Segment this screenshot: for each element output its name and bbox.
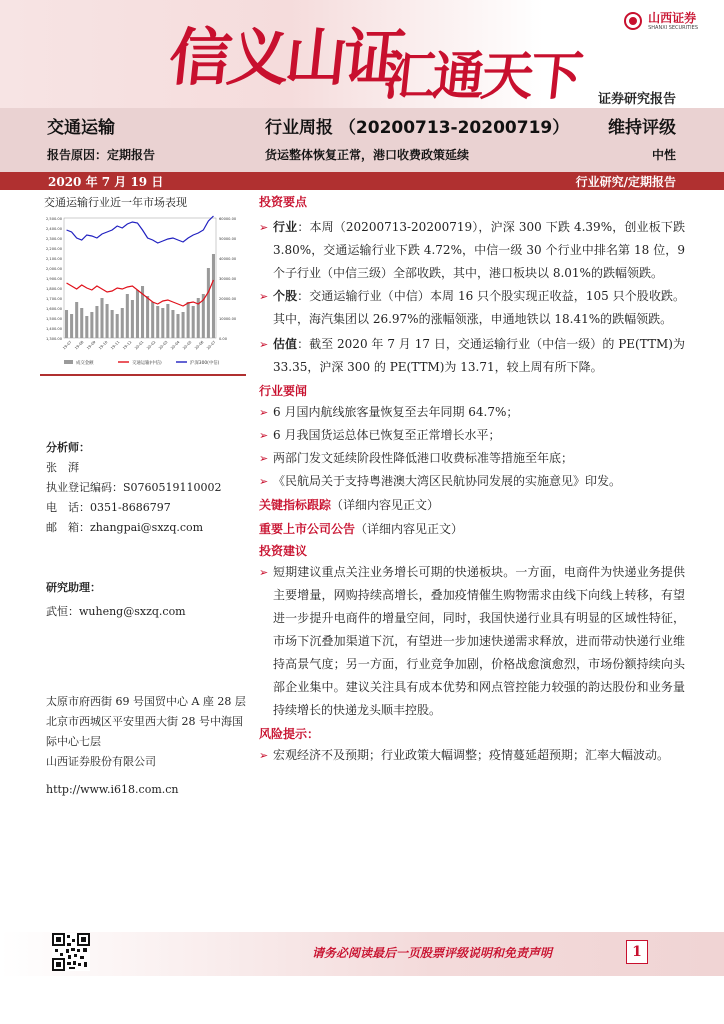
- analyst-name: 张 湃: [46, 461, 79, 474]
- y-right-tick: 30000.00: [219, 277, 237, 281]
- report-category: 行业研究/定期报告: [575, 175, 676, 189]
- analyst-email[interactable]: 邮 箱：zhangpai@sxzq.com: [46, 521, 204, 534]
- y-left-tick: 1,500.00: [45, 317, 62, 321]
- company-note: （详细内容见正文）: [355, 522, 464, 536]
- news-text: 6 月国内航线旅客量恢复至去年同期 64.7%；: [273, 405, 519, 419]
- footer-disclaimer: 请务必阅读最后一页股票评级说明和免责声明: [312, 946, 553, 960]
- volume-bar: [65, 310, 68, 338]
- report-subtitle: 货运整体恢复正常，港口收费政策延续: [265, 148, 470, 162]
- logo-cn-text: 山西证券: [648, 10, 697, 25]
- arrow-icon: ➢: [259, 475, 269, 488]
- analyst-cert: 执业登记编码：S0760519110002: [46, 481, 222, 494]
- analyst-phone: 电 话：0351-8686797: [46, 501, 171, 514]
- y-right-tick: 60000.00: [219, 217, 237, 221]
- bullet-text: ：本周（20200713-20200719），沪深 300 下跌 4.39%，创业板下跌 3.80%，交通运输行业下跌 4.72%，中信一级 30 个行业中排名第 18 位，9 个子行业（中信三级）全部收跌，其中，港口板块以 8.01%的跌幅领跌。: [273, 220, 685, 280]
- invest-heading: 投资要点: [259, 195, 308, 209]
- volume-bar: [95, 306, 98, 338]
- volume-bar: [187, 302, 190, 338]
- rating-value: 中性: [651, 148, 676, 162]
- x-tick: 20-03: [158, 340, 169, 351]
- report-title: 行业周报 （20200713-20200719）: [265, 118, 570, 138]
- page-number: 1: [626, 940, 648, 964]
- company-heading-text: 重要上市公司公告: [259, 522, 356, 536]
- volume-bar: [75, 302, 78, 338]
- volume-bar: [212, 254, 215, 338]
- industry-name: 交通运输: [47, 118, 115, 138]
- y-left-tick: 1,400.00: [45, 327, 62, 331]
- analyst-heading: 分析师：: [46, 441, 90, 454]
- news-item: [259, 447, 685, 470]
- y-left-tick: 2,100.00: [45, 257, 62, 261]
- legend-swatch: [64, 360, 73, 364]
- rating-label: 维持评级: [608, 118, 676, 138]
- news-item: [259, 401, 685, 424]
- news-text: 《民航局关于支持粤港澳大湾区民航协同发展的实施意见》印发。: [273, 474, 622, 488]
- company-name: 山西证券股份有限公司: [46, 755, 156, 768]
- x-tick: 20-05: [182, 340, 193, 351]
- report-date: 2020 年 7 月 19 日: [48, 175, 164, 189]
- y-left-tick: 2,000.00: [45, 267, 62, 271]
- news-text: 6 月我国货运总体已恢复至正常增长水平；: [273, 428, 501, 442]
- y-left-tick: 2,400.00: [45, 227, 62, 231]
- legend-label: 交通运输(中信): [132, 361, 162, 366]
- chart-divider: [40, 374, 246, 376]
- y-left-tick: 1,600.00: [45, 307, 62, 311]
- risk-text: 宏观经济不及预期；行业政策大幅调整；疫情蔓延超预期；汇率大幅波动。: [273, 748, 670, 762]
- volume-bar: [90, 312, 93, 338]
- address-beijing: 北京市西城区平安里西大街 28 号中海国际中心七层: [46, 715, 243, 748]
- volume-bar: [161, 308, 164, 338]
- analyst-block: [46, 438, 222, 538]
- news-text: 两部门发文延续阶段性降低港口收费标准等措施至年底；: [273, 451, 574, 465]
- arrow-icon: ➢: [259, 338, 269, 351]
- arrow-icon: ➢: [259, 452, 269, 465]
- arrow-icon: ➢: [259, 221, 269, 234]
- address-block: [46, 692, 246, 800]
- risk-heading: 风险提示：: [259, 727, 320, 741]
- volume-bar: [100, 298, 103, 338]
- advice-text: 短期建议重点关注业务增长可期的快递板块。一方面，电商件为快递业务提供主要增量，网购持续高增长，叠加疫情催生购物需求由线下向线上转移，有望进一步提升电商件的增量空间，同时，我国快递行业具有明显的区域性特征，市场下沉叠加渠道下沉，有望进一步加速快递需求释放，进而带动快递行业维持高景气度；另一方面，行业竞争加剧，价格战愈演愈烈，市场份额持续向头部企业集中。建议关注具有成本优势和网点管控能力较强的韵达股份和业务量持续增长的快递龙头顺丰控股。: [273, 565, 685, 717]
- chart-svg: [40, 212, 248, 372]
- volume-bar: [166, 304, 169, 338]
- volume-bar: [80, 308, 83, 338]
- x-tick: 19-10: [98, 340, 109, 351]
- news-item: [259, 424, 685, 447]
- y-right-tick: 50000.00: [219, 237, 237, 241]
- logo-mark-icon: [624, 12, 642, 30]
- advice-heading: 投资建议: [259, 544, 308, 558]
- x-tick: 20-01: [134, 340, 145, 351]
- y-left-tick: 2,200.00: [45, 247, 62, 251]
- kpi-heading: [259, 495, 685, 515]
- assistant-contact[interactable]: 武恒：wuheng@sxzq.com: [46, 605, 186, 618]
- volume-bar: [121, 308, 124, 338]
- volume-bar: [70, 314, 73, 338]
- y-left-tick: 2,500.00: [45, 217, 62, 221]
- volume-bar: [176, 314, 179, 338]
- x-tick: 19-12: [122, 340, 133, 351]
- report-type: 证券研究报告: [597, 92, 676, 107]
- x-tick: 19-09: [86, 340, 97, 351]
- risk-paragraph: [259, 744, 685, 767]
- bullet-text: ：截至 2020 年 7 月 17 日，交通运输行业（中信一级）的 PE(TTM)为 33.35，沪深 300 的 PE(TTM)为 13.71，较上周有所下降。: [273, 337, 685, 374]
- legend-label: 沪深300(中信): [190, 361, 220, 366]
- x-tick: 20-02: [146, 340, 157, 351]
- bullet-valuation: [259, 333, 685, 379]
- bullet-label: 估值: [273, 337, 298, 351]
- company-logo: [624, 8, 698, 34]
- x-tick: 20-07: [206, 340, 217, 351]
- kpi-heading-text: 关键指标跟踪: [259, 498, 332, 512]
- slogan-part-1: 信义山证: [165, 21, 406, 94]
- arrow-icon: ➢: [259, 406, 269, 419]
- report-reason: 报告原因：定期报告: [47, 148, 156, 162]
- y-right-tick: 0.00: [219, 337, 228, 341]
- volume-bar: [126, 294, 129, 338]
- advice-paragraph: [259, 561, 685, 722]
- logo-en-text: SHANXI SECURITIES: [648, 24, 698, 31]
- assistant-heading: 研究助理：: [46, 581, 101, 594]
- y-left-tick: 1,700.00: [45, 297, 62, 301]
- y-right-tick: 20000.00: [219, 297, 237, 301]
- arrow-icon: ➢: [259, 429, 269, 442]
- assistant-block: [46, 578, 186, 622]
- bullet-industry: [259, 216, 685, 285]
- y-left-tick: 1,900.00: [45, 277, 62, 281]
- volume-bar: [151, 302, 154, 338]
- volume-bar: [106, 304, 109, 338]
- arrow-icon: ➢: [259, 566, 269, 579]
- volume-bar: [171, 310, 174, 338]
- address-taiyuan: 太原市府西街 69 号国贸中心 A 座 28 层: [46, 695, 246, 708]
- x-tick: 20-04: [170, 340, 181, 351]
- y-right-tick: 40000.00: [219, 257, 237, 261]
- header-banner: [0, 0, 724, 110]
- y-left-tick: 1,300.00: [45, 337, 62, 341]
- x-tick: 19-08: [74, 340, 85, 351]
- volume-bar: [131, 300, 134, 338]
- market-chart: [40, 212, 248, 372]
- bullet-text: ：交通运输行业（中信）本周 16 只个股实现正收益，105 只个股收跌。其中，海汽集团以 26.97%的涨幅领涨，申通地铁以 18.41%的跌幅领跌。: [273, 289, 685, 326]
- arrow-icon: ➢: [259, 290, 269, 303]
- y-left-tick: 2,300.00: [45, 237, 62, 241]
- volume-bar: [156, 306, 159, 338]
- volume-bar: [85, 316, 88, 338]
- news-heading: 行业要闻: [259, 384, 308, 398]
- bullet-stocks: [259, 285, 685, 331]
- kpi-note: （详细内容见正文）: [331, 498, 440, 512]
- main-content: [259, 192, 685, 767]
- news-item: [259, 470, 685, 493]
- bullet-label: 个股: [273, 289, 298, 303]
- y-right-tick: 10000.00: [219, 317, 237, 321]
- chart-header: [40, 194, 250, 210]
- volume-bar: [182, 312, 185, 338]
- volume-bar: [136, 290, 139, 338]
- volume-bar: [192, 306, 195, 338]
- qr-code-icon[interactable]: [52, 933, 90, 971]
- legend-label: 成交金额: [76, 361, 94, 366]
- volume-bar: [207, 268, 210, 338]
- company-url[interactable]: http://www.i618.com.cn: [46, 783, 179, 796]
- volume-bar: [146, 296, 149, 338]
- arrow-icon: ➢: [259, 749, 269, 762]
- y-left-tick: 1,800.00: [45, 287, 62, 291]
- x-tick: 19-07: [62, 340, 73, 351]
- x-tick: 19-11: [110, 340, 121, 351]
- volume-bar: [116, 314, 119, 338]
- x-tick: 20-06: [194, 340, 205, 351]
- company-heading: [259, 519, 685, 539]
- volume-bar: [111, 310, 114, 338]
- bullet-label: 行业: [273, 220, 298, 234]
- chart-title: 交通运输行业近一年市场表现: [44, 196, 187, 209]
- slogan-part-2: 汇通天下: [380, 46, 583, 107]
